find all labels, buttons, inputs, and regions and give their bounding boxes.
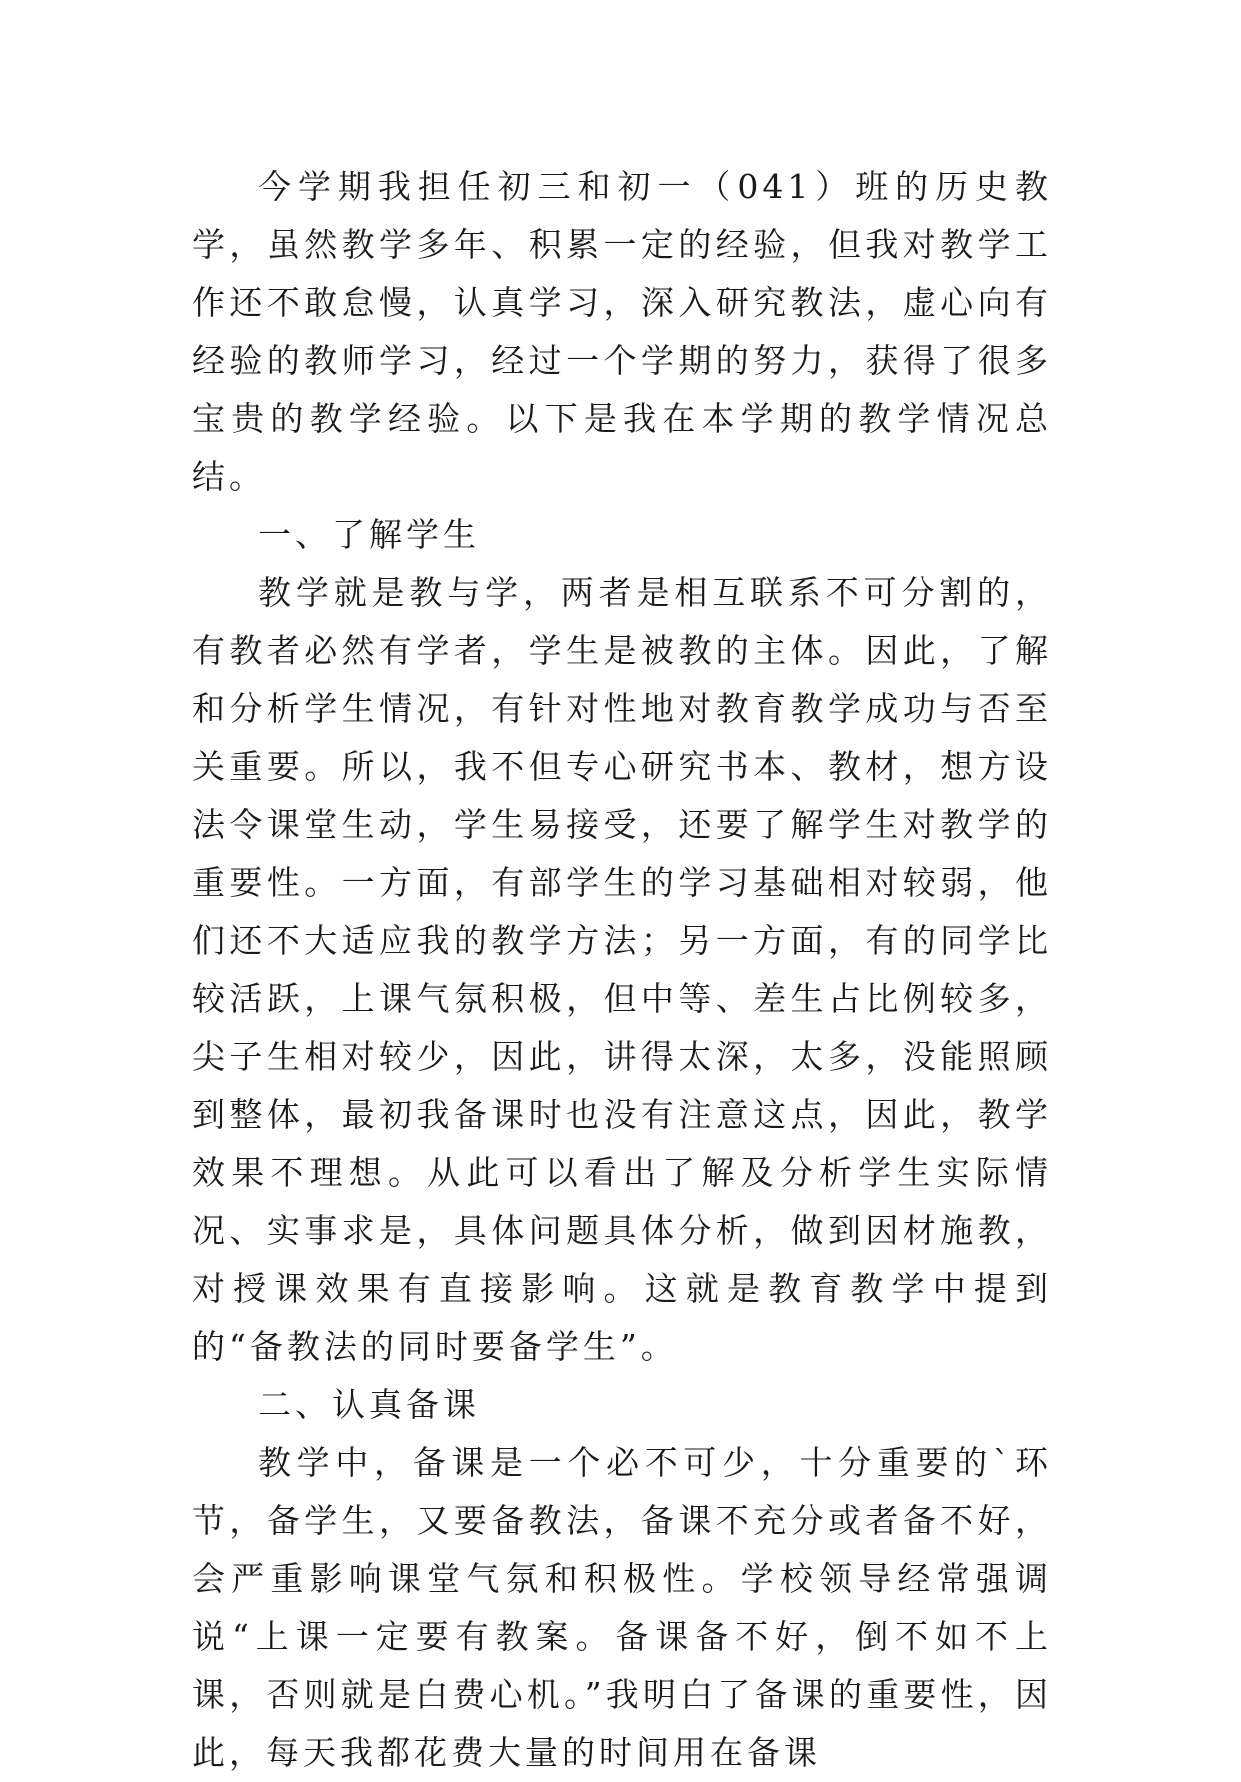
understand-students-paragraph: 教学就是教与学，两者是相互联系不可分割的，有教者必然有学者，学生是被教的主体。因此，了解和分析学生情况，有针对性地对教育教学成功与否至关重要。所以，我不但专心研究书本、教材，想方设法令课堂生动，学生易接受，还要了解学生对教学的重要性。一方面，有部学生的学习基础相对较弱，他们还不大适应我的教学方法；另一方面，有的同学比较活跃，上课气氛积极，但中等、差生占比例较多，尖子生相对较少，因此，讲得太深，太多，没能照顾到整体，最初我备课时也没有注意这点，因此，教学效果不理想。从此可以看出了解及分析学生实际情况、实事求是，具体问题具体分析，做到因材施教，对授课效果有直接影响。这就是教育教学中提到的“备教法的同时要备学生”。 — [192, 573, 1052, 1366]
prepare-lessons-paragraph: 教学中，备课是一个必不可少，十分重要的`环节，备学生，又要备教法，备课不充分或者备不好，会严重影响课堂气氛和积极性。学校领导经常强调说“上课一定要有教案。备课备不好，倒不如不上课，否则就是白费心机。”我明白了备课的重要性，因此，每天我都花费大量的时间用在备课 — [192, 1443, 1052, 1772]
section-heading-understand-students: 一、了解学生 — [258, 515, 480, 554]
document-body — [192, 158, 1052, 1782]
intro-paragraph: 今学期我担任初三和初一（041）班的历史教学，虽然教学多年、积累一定的经验，但我对教学工作还不敢怠慢，认真学习，深入研究教法，虚心向有经验的教师学习，经过一个学期的努力，获得了很多宝贵的教学经验。以下是我在本学期的教学情况总结。 — [192, 167, 1052, 496]
section-heading-prepare-lessons: 二、认真备课 — [258, 1385, 480, 1424]
